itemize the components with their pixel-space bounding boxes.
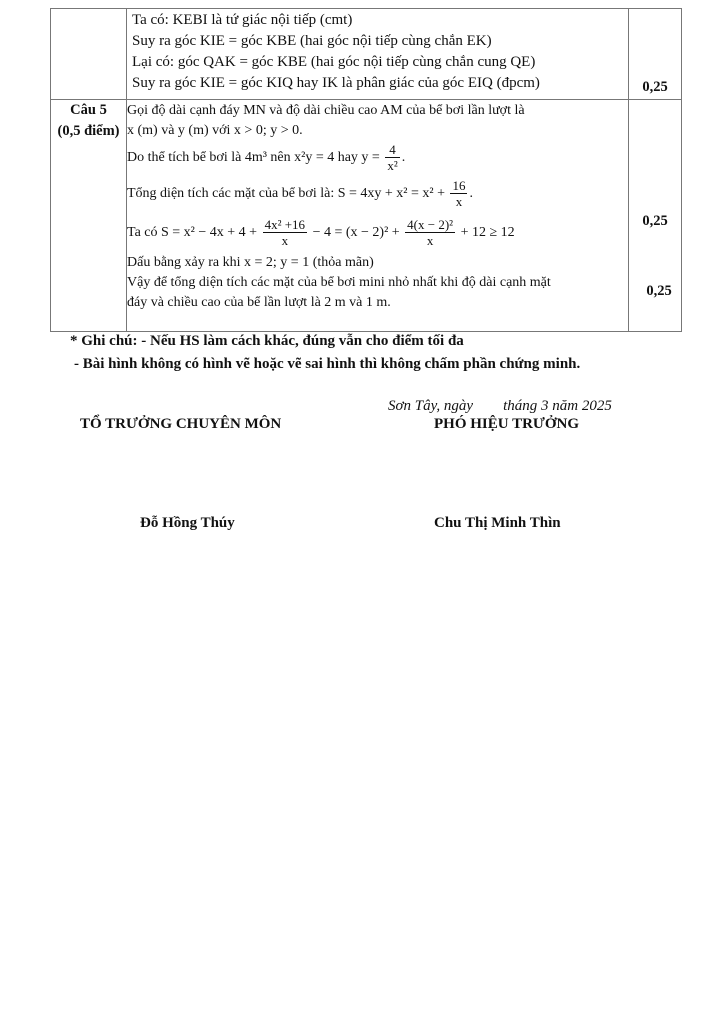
date-value: tháng 3 năm 2025 <box>503 398 612 414</box>
solution-cell <box>127 100 629 332</box>
solution-line: Lại có: góc QAK = góc KBE (hai góc nội tiếp cùng chắn cung QE) <box>132 54 536 70</box>
math-text: + 12 ≥ 12 <box>457 225 515 240</box>
math-text: Do thể tích bể bơi là 4m³ nên x²y = 4 hay y = <box>127 150 384 165</box>
question-cell <box>51 9 127 100</box>
note-line: - Bài hình không có hình vẽ hoặc vẽ sai hình thì không chấm phần chứng minh. <box>74 356 581 372</box>
question-cell <box>51 100 127 332</box>
right-signature-title: PHÓ HIỆU TRƯỞNG <box>434 416 580 432</box>
fraction: $\frac{4}{\text{x²}}$ <box>387 142 398 174</box>
date-place: Sơn Tây, ngày <box>388 398 474 414</box>
solution-line: Gọi độ dài cạnh đáy MN và độ dài chiều cao AM của bể bơi lần lượt là <box>127 103 525 118</box>
solution-line: Tổng diện tích các mặt của bể bơi là: S = 4xy + x² = x² + $\frac{16}{x}$ . <box>127 178 473 210</box>
points-value: 0,25 <box>642 213 668 229</box>
note-line: * Ghi chú: - Nếu HS làm cách khác, đúng vẫn cho điểm tối đa <box>70 333 464 349</box>
question-label: Câu 5 <box>70 102 107 118</box>
solution-line: Dấu bằng xảy ra khi x = 2; y = 1 (thỏa mãn) <box>127 255 374 270</box>
solution-line: đáy và chiều cao của bể lần lượt là 2 m và 1 m. <box>127 295 391 310</box>
fraction: $\frac{16}{x}$ <box>452 178 466 210</box>
left-signature-title: TỔ TRƯỞNG CHUYÊN MÔN <box>80 416 282 432</box>
table-row <box>51 100 682 332</box>
solution-line: Do thể tích bể bơi là 4m³ nên x²y = 4 hay y = $\frac{4}{\text{x²}}$ . <box>127 142 406 174</box>
points-value: 0,25 <box>642 79 668 95</box>
points-cell <box>629 9 682 100</box>
question-points: (0,5 điểm) <box>57 123 120 139</box>
fraction: $\frac{\text{4x² +16}}{x}$ <box>264 217 306 249</box>
math-text: − 4 = (x − 2)² + <box>309 225 404 240</box>
solution-line: x (m) và y (m) với x > 0; y > 0. <box>127 123 303 138</box>
fraction: $\frac{\text{4(x − 2)²}}{x}$ <box>407 217 454 249</box>
right-signature-name: Chu Thị Minh Thìn <box>434 515 561 531</box>
solution-line: Suy ra góc KIE = góc KBE (hai góc nội tiếp cùng chắn EK) <box>132 33 492 49</box>
math-text: Ta có S = x² − 4x + 4 + <box>127 225 261 240</box>
left-signature-name: Đỗ Hồng Thúy <box>140 515 235 531</box>
solution-line <box>127 213 628 253</box>
grading-table <box>50 8 682 332</box>
solution-line: Vậy để tổng diện tích các mặt của bể bơi mini nhỏ nhất khi độ dài cạnh mặt <box>127 275 551 290</box>
solution-cell <box>127 9 629 100</box>
date-line <box>388 398 612 415</box>
solution-line: Ta có: KEBI là tứ giác nội tiếp (cmt) <box>132 12 353 28</box>
points-cell <box>629 100 682 332</box>
solution-line: Suy ra góc KIE = góc KIQ hay IK là phân giác của góc EIQ (đpcm) <box>132 75 540 91</box>
points-value: 0,25 <box>646 283 672 299</box>
math-text: Tổng diện tích các mặt của bể bơi là: S = 4xy + x² = x² + <box>127 186 449 201</box>
table-row <box>51 9 682 100</box>
